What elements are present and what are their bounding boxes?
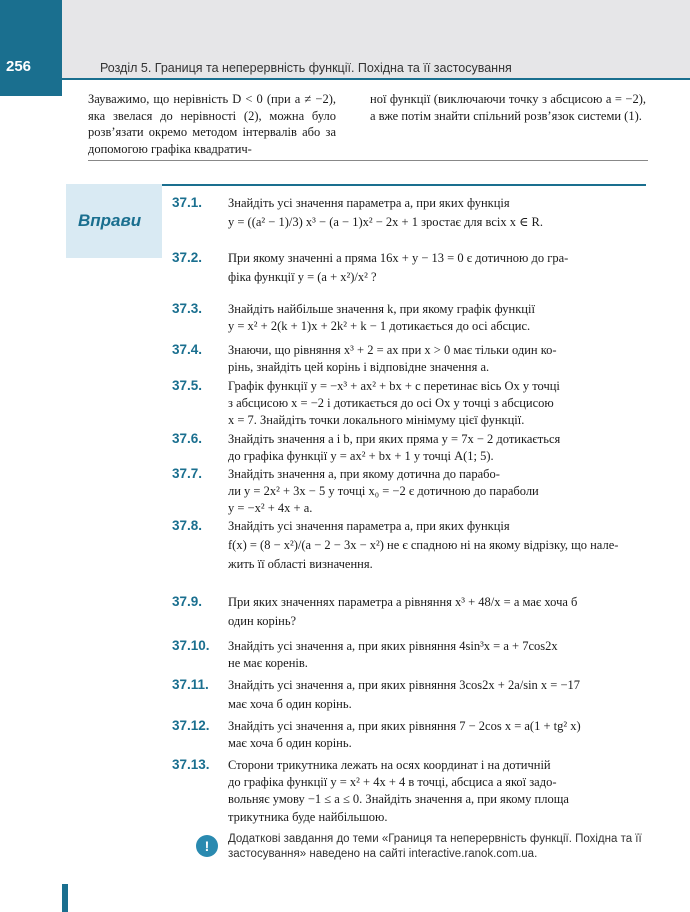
page-edge-marker (62, 884, 68, 912)
exercises-sidebar (66, 184, 162, 258)
exercise-line: y = x² + 2(k + 1)x + 2k² + k − 1 дотикається до осі абсцис. (228, 319, 531, 334)
exercise-line: Сторони трикутника лежать на осях координат і на дотичній (228, 758, 551, 772)
exercise-number: 37.8. (172, 518, 203, 533)
exercise-number: 37.6. (172, 431, 203, 446)
page-number: 256 (6, 58, 32, 75)
chapter-title: Розділ 5. Границя та неперервність функції. Похідна та її застосування (100, 61, 512, 75)
exercise-line: жить її області визначення. (228, 557, 373, 572)
exercise-number: 37.3. (172, 301, 203, 316)
exercise-text (228, 431, 646, 465)
exercise-line: При яких значеннях параметра a рівняння x³ + 48/x = a має хоча б (228, 595, 578, 609)
info-icon: ! (196, 835, 218, 857)
intro-right-column (370, 91, 646, 124)
exercise-line: трикутника буде найбільшою. (228, 809, 388, 824)
exercise-number: 37.5. (172, 378, 203, 393)
exercise-text (228, 342, 646, 376)
exercise-number: 37.13. (172, 757, 210, 772)
exercise-line: Знайдіть усі значення параметра a, при яких функція (228, 196, 510, 210)
exercise-text (228, 757, 646, 826)
page-number-tab (0, 0, 62, 96)
exercise-line: до графіка функції y = x² + 4x + 4 в точці, абсциса a якої задо- (228, 775, 557, 790)
intro-right-text: ної функції (виключаючи точку з абсцисою a = −2), а вже потім знайти спільний розв’язок системи (1). (370, 92, 646, 123)
exercise-line: f(x) = (8 − x²)/(a − 2 − 3x − x²) не є спадною ні на якому відрізку, що нале- (228, 538, 619, 553)
exercise-line: має хоча б один корінь. (228, 736, 352, 751)
exercise-line: Знайдіть усі значення a, при яких рівняння 4sin³x = a + 7cos2x (228, 639, 558, 653)
exercise-number: 37.2. (172, 250, 203, 265)
exercise-text (228, 301, 646, 335)
exercise-number: 37.4. (172, 342, 203, 357)
exercises-heading: Вправи (78, 211, 142, 230)
exercise-line: x = 7. Знайдіть точки локального мінімуму цієї функції. (228, 413, 525, 428)
exercise-line: до графіка функції y = ax² + bx + 1 у точці A(1; 5). (228, 449, 494, 464)
exercise-line: вольняє умову −1 ≤ a ≤ 0. Знайдіть значення a, при якому площа (228, 792, 569, 807)
exercise-number: 37.7. (172, 466, 203, 481)
exercise-number: 37.1. (172, 195, 203, 210)
exercise-line: Знайдіть найбільше значення k, при якому графік функції (228, 302, 535, 316)
exercise-line: Знайдіть усі значення a, при яких рівняння 7 − 2cos x = a(1 + tg² x) (228, 719, 581, 733)
exercise-line: Знайдіть значення a і b, при яких пряма y = 7x − 2 дотикається (228, 432, 561, 446)
exercise-text (228, 718, 646, 752)
exercise-text (228, 195, 646, 231)
exercise-line: має хоча б один корінь. (228, 697, 352, 712)
exercise-number: 37.9. (172, 594, 203, 609)
exercise-line: Знаючи, що рівняння x³ + 2 = ax при x > 0 має тільки один ко- (228, 343, 557, 357)
exercise-number: 37.11. (172, 677, 209, 692)
exercise-text (228, 677, 646, 713)
exercise-text (228, 466, 646, 518)
exercise-line: рінь, знайдіть цей корінь і відповідне значення a. (228, 360, 490, 375)
exercise-line: Знайдіть усі значення параметра a, при яких функція (228, 519, 510, 533)
exercise-line: фіка функції y = (a + x²)/x² ? (228, 270, 377, 285)
exercise-line: При якому значенні a пряма 16x + y − 13 = 0 є дотичною до гра- (228, 251, 569, 265)
exercise-number: 37.10. (172, 638, 210, 653)
exercise-line: не має коренів. (228, 656, 308, 671)
section-divider (88, 160, 648, 161)
exercise-line: Знайдіть значення a, при якому дотична до парабо- (228, 467, 500, 481)
exercise-text (228, 250, 646, 286)
exercise-line: Графік функції y = −x³ + ax² + bx + c перетинає вісь Ox у точці (228, 379, 560, 393)
exercise-line: y = ((a² − 1)/3) x³ − (a − 1)x² − 2x + 1 зростає для всіх x ∈ R. (228, 215, 543, 230)
exercise-line: один корінь? (228, 614, 297, 629)
exercise-text (228, 518, 646, 574)
exercise-line: y = −x² + 4x + a. (228, 501, 313, 516)
exercise-line: ли y = 2x² + 3x − 5 у точці x₀ = −2 є дотичною до параболи (228, 484, 539, 499)
exercise-line: з абсцисою x = −2 і дотикається до осі Ox у точці з абсцисою (228, 396, 554, 411)
intro-left-text: Зауважимо, що нерівність D < 0 (при a ≠ −2), яка звелася до нерівності (2), можна було розв’язати окремо методом інтервалів або за допомогою графіка квадратич- (88, 92, 336, 156)
header-rule (62, 78, 690, 80)
intro-left-column (88, 91, 336, 157)
exercise-text (228, 638, 646, 672)
exercise-text (228, 594, 646, 630)
exercise-line: Знайдіть усі значення a, при яких рівняння 3cos2x + 2a/sin x = −17 (228, 678, 581, 692)
exercise-text (228, 378, 646, 430)
additional-tasks-note: Додаткові завдання до теми «Границя та неперервність функції. Похідна та її застосування» наведено на сайті interactive.ranok.com.ua. (228, 833, 642, 860)
exercise-number: 37.12. (172, 718, 210, 733)
